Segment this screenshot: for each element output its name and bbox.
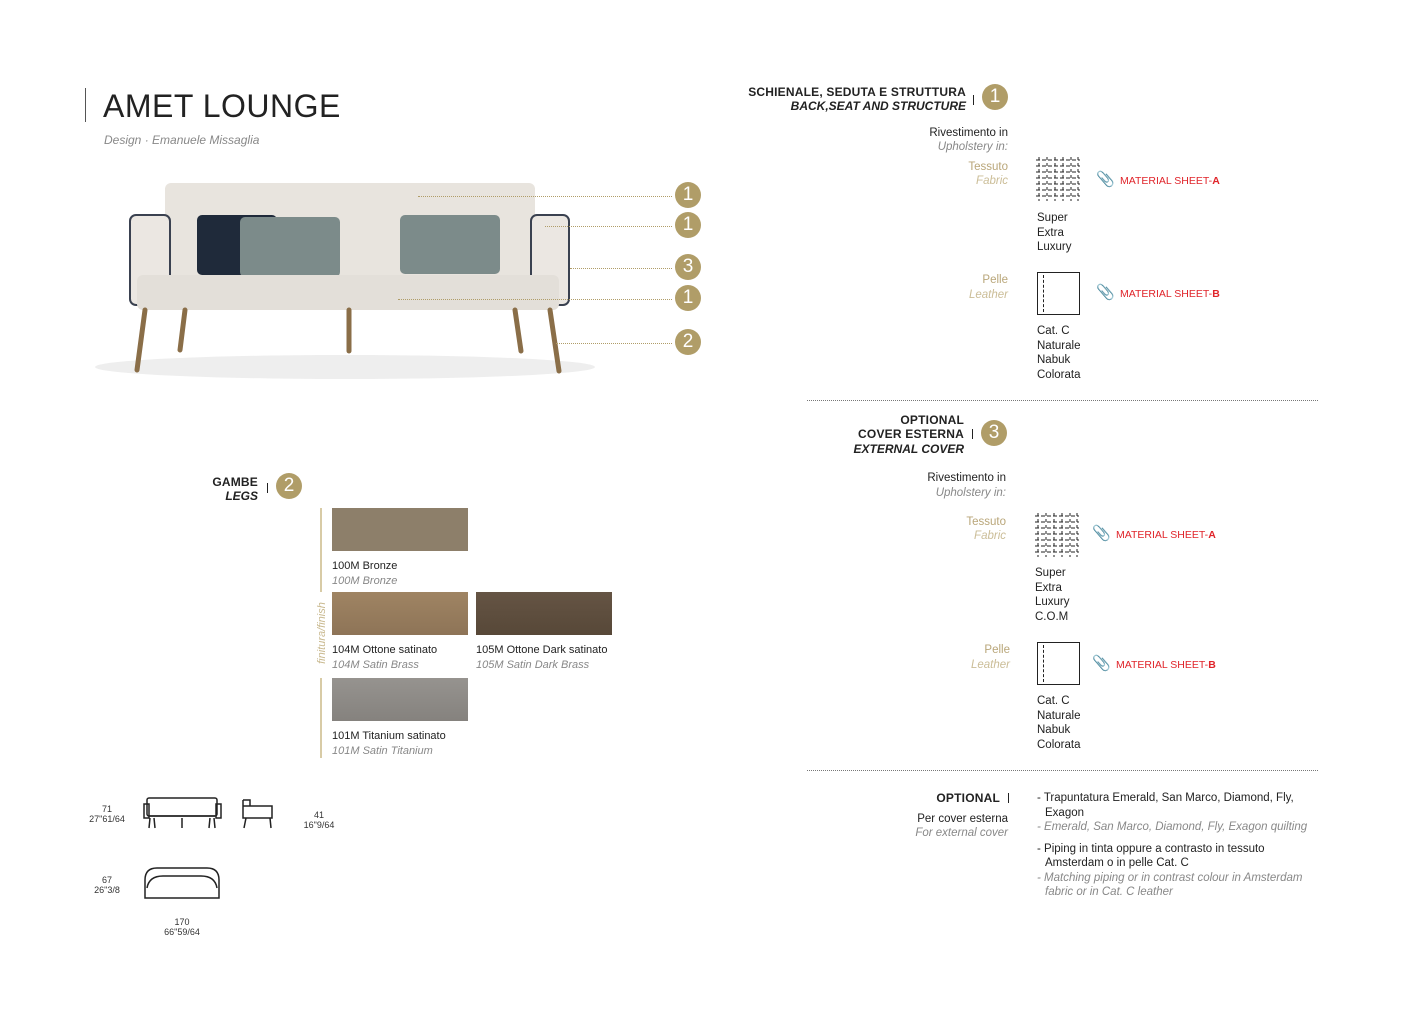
legs-subtitle: LEGS xyxy=(225,489,258,503)
callout-line xyxy=(570,268,672,269)
leather-swatch-icon xyxy=(1037,272,1080,315)
section3-badge: 3 xyxy=(981,420,1007,446)
material-sheet-b-link[interactable] xyxy=(1116,659,1216,671)
dim-cm: 67 xyxy=(101,875,112,885)
finish-swatch-105m[interactable] xyxy=(476,592,612,635)
material-sheet-label: MATERIAL SHEET- xyxy=(1116,659,1209,671)
category: Colorata xyxy=(1037,738,1081,751)
finish-name: 105M Ottone Dark satinato xyxy=(476,644,608,656)
category: Luxury xyxy=(1035,596,1070,608)
optional-item: - Trapuntatura Emerald, San Marco, Diamond, Fly, Exagon xyxy=(1037,792,1294,819)
section1-title: SCHIENALE, SEDUTA E STRUTTURA xyxy=(748,85,966,99)
finish-caption xyxy=(332,643,437,673)
legs-title: GAMBE xyxy=(212,475,258,489)
height-dimension xyxy=(84,804,130,824)
finish-swatch-104m[interactable] xyxy=(332,592,468,635)
callout-badge: 1 xyxy=(675,182,701,208)
finish-name-en: 104M Satin Brass xyxy=(332,659,419,671)
finish-name: 101M Titanium satinato xyxy=(332,730,446,742)
separator xyxy=(267,483,268,493)
finish-name: 100M Bronze xyxy=(332,560,398,572)
paperclip-icon[interactable]: 📎 xyxy=(1092,525,1111,542)
designer-credit: Design · Emanuele Missaglia xyxy=(104,133,260,147)
section3-title: OPTIONAL xyxy=(900,413,964,427)
material-sheet-b-link[interactable] xyxy=(1120,288,1220,300)
top-view-drawing xyxy=(143,866,221,900)
category: Extra xyxy=(1035,581,1062,594)
separator xyxy=(1008,793,1009,803)
depth-dimension xyxy=(296,810,342,830)
category: Super xyxy=(1035,567,1066,579)
title-bar xyxy=(85,88,86,122)
finish-rule xyxy=(320,508,322,592)
leather-label: Pelle xyxy=(982,274,1008,286)
dim-in: 66"59/64 xyxy=(164,927,200,937)
page-title: AMET LOUNGE xyxy=(103,88,341,124)
optional-item-en: - Emerald, San Marco, Diamond, Fly, Exagon quilting xyxy=(1037,821,1308,833)
callout-line xyxy=(556,343,672,344)
finish-caption xyxy=(332,729,446,759)
finish-name-en: 101M Satin Titanium xyxy=(332,745,433,757)
material-sheet-letter: A xyxy=(1208,529,1216,541)
optional-title: OPTIONAL xyxy=(936,791,1000,805)
optional-for-en: For external cover xyxy=(915,827,1008,839)
optional-for: Per cover esterna xyxy=(917,813,1008,825)
category: Cat. C xyxy=(1037,695,1070,707)
callout-badge: 1 xyxy=(675,285,701,311)
material-sheet-label: MATERIAL SHEET- xyxy=(1116,529,1209,541)
upholstery-label: Rivestimento in xyxy=(929,127,1008,139)
section1-badge: 1 xyxy=(982,84,1008,110)
finish-rule xyxy=(320,678,322,758)
upholstery-label-en: Upholstery in: xyxy=(937,141,1008,153)
leather-categories xyxy=(1037,694,1080,752)
dim-cm: 170 xyxy=(174,917,190,927)
category: Nabuk xyxy=(1037,354,1071,366)
fabric-label-en: Fabric xyxy=(976,175,1008,187)
fabric-categories xyxy=(1035,566,1070,624)
optional-item: - Piping in tinta oppure a contrasto in tessuto Amsterdam o in pelle Cat. C xyxy=(1037,842,1265,869)
material-sheet-a-link[interactable] xyxy=(1120,175,1220,187)
finish-caption xyxy=(332,559,397,589)
finish-name-en: 105M Satin Dark Brass xyxy=(476,659,590,671)
material-sheet-a-link[interactable] xyxy=(1116,529,1216,541)
leather-swatch-icon xyxy=(1037,642,1080,685)
dim-cm: 41 xyxy=(313,810,324,820)
leather-categories xyxy=(1037,324,1080,382)
dim-in: 16"9/64 xyxy=(303,820,335,830)
dim-in: 26"3/8 xyxy=(94,885,120,895)
callout-badge: 2 xyxy=(675,329,701,355)
category: Super xyxy=(1037,212,1068,224)
material-sheet-label: MATERIAL SHEET- xyxy=(1120,288,1213,300)
fabric-categories xyxy=(1037,211,1072,255)
material-sheet-letter: B xyxy=(1208,659,1216,671)
leather-label: Pelle xyxy=(984,644,1010,656)
paperclip-icon[interactable]: 📎 xyxy=(1092,655,1111,672)
callout-badge: 3 xyxy=(675,254,701,280)
front-view-drawing xyxy=(143,796,223,830)
separator xyxy=(972,429,973,439)
category: C.O.M xyxy=(1035,610,1069,623)
dim-cm: 71 xyxy=(101,804,112,814)
category: Luxury xyxy=(1037,241,1072,253)
leather-label-en: Leather xyxy=(968,289,1008,301)
finish-name-en: 100M Bronze xyxy=(332,575,398,587)
dim-in: 27"61/64 xyxy=(89,814,125,824)
finish-swatch-100m[interactable] xyxy=(332,508,468,551)
callout-line xyxy=(545,226,672,227)
category: Naturale xyxy=(1037,709,1081,722)
seat-depth-dimension xyxy=(84,875,130,895)
paperclip-icon[interactable]: 📎 xyxy=(1096,171,1115,188)
upholstery-label-en: Upholstery in: xyxy=(935,487,1006,499)
section3-subtitle: EXTERNAL COVER xyxy=(853,442,964,456)
finish-caption xyxy=(476,643,607,673)
upholstery-label: Rivestimento in xyxy=(927,472,1006,484)
fabric-label-en: Fabric xyxy=(974,530,1006,542)
callout-line xyxy=(398,299,672,300)
material-sheet-label: MATERIAL SHEET- xyxy=(1120,175,1213,187)
fabric-label: Tessuto xyxy=(968,161,1008,173)
finish-name: 104M Ottone satinato xyxy=(332,644,438,656)
material-sheet-letter: B xyxy=(1212,288,1220,300)
optional-list xyxy=(1037,791,1322,900)
fabric-weave-icon xyxy=(1035,513,1079,557)
fabric-weave-icon xyxy=(1036,157,1080,201)
finish-label: finitura/finish xyxy=(316,602,328,664)
divider xyxy=(807,770,1318,771)
category: Naturale xyxy=(1037,339,1081,352)
width-dimension xyxy=(155,917,209,937)
separator xyxy=(973,95,974,105)
category: Cat. C xyxy=(1037,325,1070,337)
divider xyxy=(807,400,1318,401)
callout-line xyxy=(418,196,672,197)
sofa-image xyxy=(85,175,595,385)
section3-title2: COVER ESTERNA xyxy=(858,427,964,441)
category: Nabuk xyxy=(1037,724,1071,736)
finish-swatch-101m[interactable] xyxy=(332,678,468,721)
legs-badge: 2 xyxy=(276,473,302,499)
optional-item-en: - Matching piping or in contrast colour in Amsterdam fabric or in Cat. C leather xyxy=(1037,871,1303,898)
material-sheet-letter: A xyxy=(1212,175,1220,187)
fabric-label: Tessuto xyxy=(966,516,1006,528)
leather-label-en: Leather xyxy=(970,659,1010,671)
side-view-drawing xyxy=(240,796,276,830)
category: Extra xyxy=(1037,226,1064,239)
category: Colorata xyxy=(1037,368,1081,381)
callout-badge: 1 xyxy=(675,212,701,238)
paperclip-icon[interactable]: 📎 xyxy=(1096,284,1115,301)
section1-subtitle: BACK,SEAT AND STRUCTURE xyxy=(790,99,966,113)
